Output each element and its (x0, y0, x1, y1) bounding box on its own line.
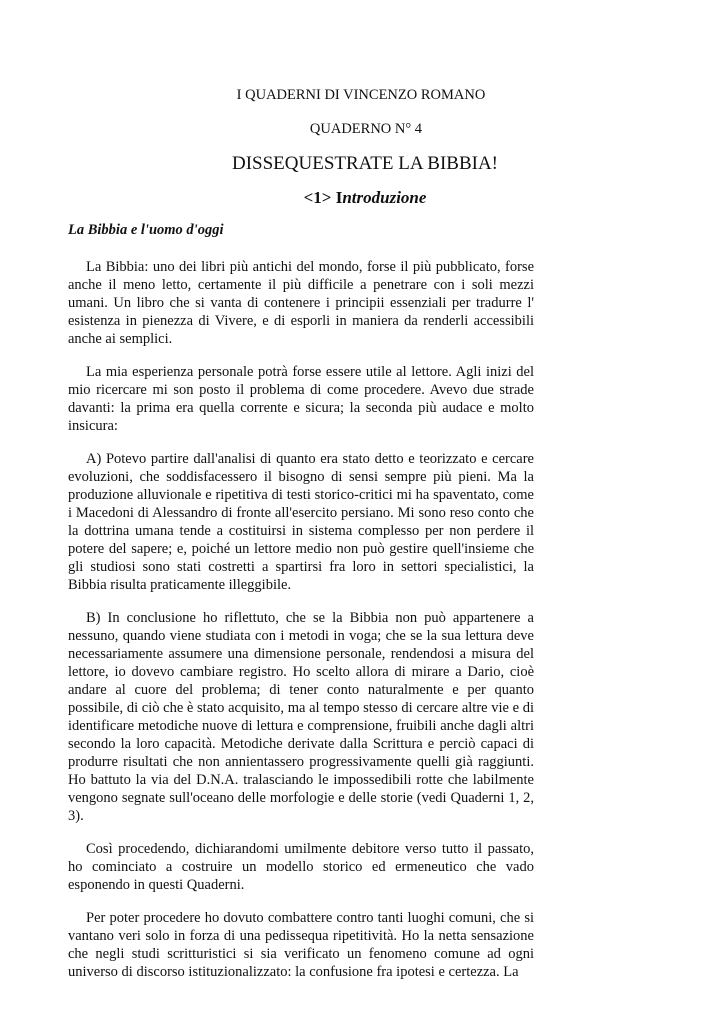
paragraph-4: B) In conclusione ho riflettuto, che se la Bibbia non può appartenere a nessuno, quando viene studiata con i metodi in voga; che se la sua lettura deve necessariamente assumere una dimensione personale, rendendosi a misura del lettore, io dovevo cambiare registro. Ho scelto allora di mirare a Dario, cioè andare al cuore del problema; di tener conto naturalmente e per quanto possibile, di ciò che è stato acquisito, ma al tempo stesso di cercare altre vie e di identificare metodiche nuove di lettura e comprensione, fruibili anche dagli altri secondo la loro capacità. Metodiche derivate dalla Scrittura e perciò capaci di produrre risultati che non annientassero progressivamente quelli già raggiunti. Ho battuto la via del D.N.A. tralasciando le impossedibili rotte che labilmente vengono segnate sull'oceano delle morfologie e delle storie (vedi Quaderni 1, 2, 3). (68, 610, 534, 824)
paragraph-1: La Bibbia: uno dei libri più antichi del mondo, forse il più pubblicato, forse anche il meno letto, certamente il più difficile a penetrare con i soli mezzi umani. Un libro che si vanta di contenere i principii essenziali per tradurre l' esistenza in pienezza di Vivere, e di esporli in maniera da renderli accessibili anche ai semplici. (68, 259, 534, 347)
chapter-title-text: ntroduzione (342, 188, 427, 207)
paragraph-6: Per poter procedere ho dovuto combattere contro tanti luoghi comuni, che si vantano veri solo in forza di una pedissequa ripetitività. Ho la netta sensazione che negli studi scritturistici si sia verificato un fenomeno comune ad ogni universo di discorso istituzionalizzato: la confusione fra ipotesi e certezza. La (68, 910, 534, 980)
document-page (68, 86, 534, 996)
quaderno-number: QUADERNO N° 4 (309, 121, 423, 137)
chapter-number: <1> I (303, 188, 343, 207)
paragraph-3: A) Potevo partire dall'analisi di quanto era stato detto e teorizzato e cercare evoluzioni, che soddisfacessero il bisogno di sensi sempre più pieni. Ma la produzione alluvionale e ripetitiva di testi storico-critici mi ha spaventato, come i Macedoni di Alessandro di fronte all'esercito persiano. Mi sono reso conto che la dottrina umana tende a costituirsi in sistema complesso per non perdere il potere del sapere; e, poiché un lettore medio non può gestire quell'insieme che gli studiosi sono stati costretti a spartirsi fra loro in settori specialistici, la Bibbia risulta praticamente illeggibile. (68, 451, 534, 593)
section-heading: La Bibbia e l'uomo d'oggi (68, 222, 224, 238)
paragraph-5: Così procedendo, dichiarandomi umilmente debitore verso tutto il passato, ho cominciato a costruire un modello storico ed ermeneutico che vado esponendo in questi Quaderni. (68, 841, 534, 893)
series-title: I QUADERNI DI VINCENZO ROMANO (236, 87, 486, 103)
paragraph-2: La mia esperienza personale potrà forse essere utile al lettore. Agli inizi del mio ricercare mi son posto il problema di come procedere. Avevo due strade davanti: la prima era quella corrente e sicura; la seconda più audace e molto insicura: (68, 364, 534, 434)
main-title: DISSEQUESTRATE LA BIBBIA! (231, 153, 498, 174)
chapter-title (68, 188, 534, 208)
